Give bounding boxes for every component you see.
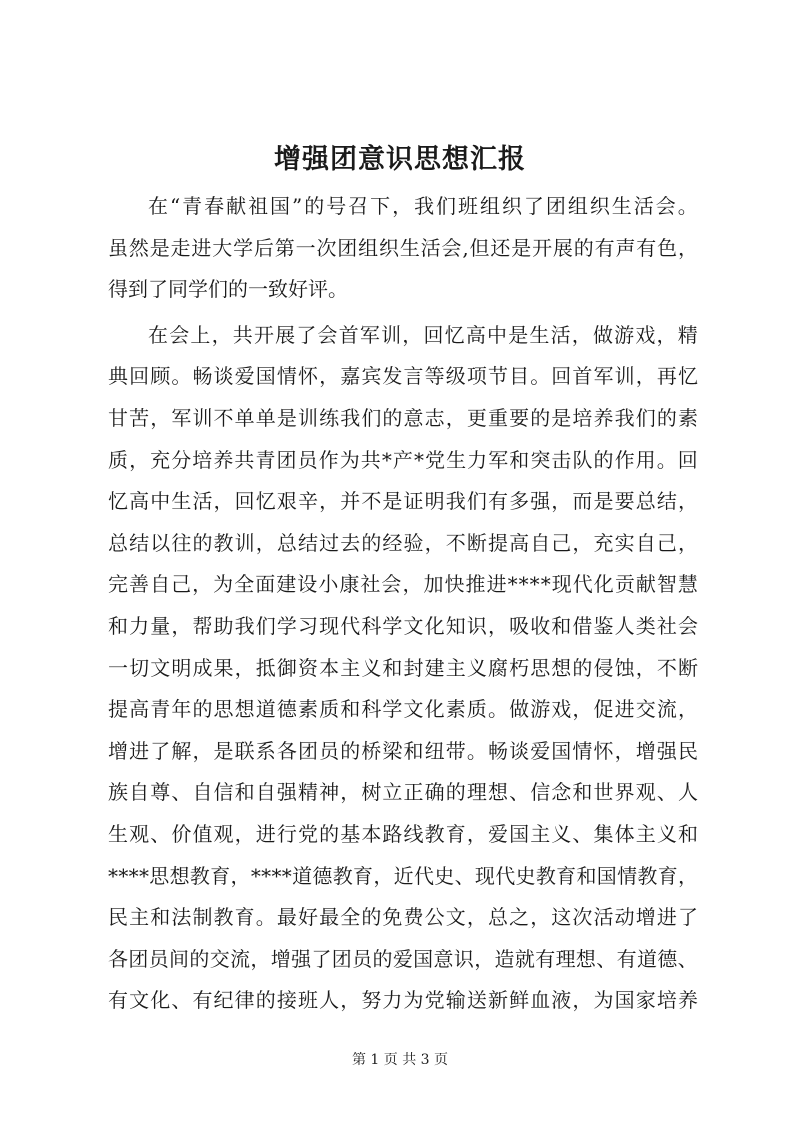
text-line: 民 主 和 法 制 教 育 。 最 好 最 全 的 免 费 公 文 ， 总 之 ， 这 次 活 动 增 进 了 [108, 905, 698, 930]
paragraph-1 [108, 186, 698, 311]
paragraph-2 [108, 315, 698, 1022]
text-line: 总 结 以 往 的 教 训 ， 总 结 过 去 的 经 验 ， 不 断 提 高 自 己 ， 充 实 自 己 ， [108, 530, 698, 555]
text-line: * * * * 思 想 教 育 ， * * * * 道 德 教 育 ， 近 代 史 、 现 代 史 教 育 和 国 情 教 育 ， [108, 863, 698, 888]
text-line: 增 进 了 解 ， 是 联 系 各 团 员 的 桥 梁 和 纽 带 。 畅 谈 爱 国 情 怀 ， 增 强 民 [108, 738, 698, 763]
text-line: 典 回 顾 。 畅 谈 爱 国 情 怀 ， 嘉 宾 发 言 等 级 项 节 目 。 回 首 军 训 ， 再 忆 [108, 364, 698, 389]
text-line: 和 力 量 ， 帮 助 我 们 学 习 现 代 科 学 文 化 知 识 ， 吸 收 和 借 鉴 人 类 社 会 [108, 613, 698, 638]
text-line: 各 团 员 间 的 交 流 ， 增 强 了 团 员 的 爱 国 意 识 ， 造 就 有 理 想 、 有 道 德 、 [108, 946, 698, 971]
text-line: 有 文 化 、 有 纪 律 的 接 班 人 ， 努 力 为 党 输 送 新 鲜 血 液 ， 为 国 家 培 养 [108, 988, 698, 1013]
text-line: 族 自 尊 、 自 信 和 自 强 精 神 ， 树 立 正 确 的 理 想 、 信 念 和 世 界 观 、 人 [108, 780, 698, 805]
text-line: 质 ， 充 分 培 养 共 青 团 员 作 为 共 * 产 * 党 生 力 军 和 突 击 队 的 作 用 。 回 [108, 447, 698, 472]
text-line: 完 善 自 己 ， 为 全 面 建 设 小 康 社 会 ， 加 快 推 进 * * * * 现 代 化 贡 献 智 慧 [108, 572, 698, 597]
text-line: 甘 苦 ， 军 训 不 单 单 是 训 练 我 们 的 意 志 ， 更 重 要 的 是 培 养 我 们 的 素 [108, 405, 698, 430]
text-line: 得到了同学们的一致好评。 [108, 277, 348, 302]
text-line: 在 会 上 ， 共 开 展 了 会 首 军 训 ， 回 忆 高 中 是 生 活 ， 做 游 戏 ， 精 [148, 322, 698, 347]
text-line: 忆 高 中 生 活 ， 回 忆 艰 辛 ， 并 不 是 证 明 我 们 有 多 强 ， 而 是 要 总 结 ， [108, 489, 698, 514]
page-footer: 第 1 页 共 3 页 [351, 1052, 449, 1068]
text-line: 提 高 青 年 的 思 想 道 德 素 质 和 科 学 文 化 素 质 。 做 游 戏 ， 促 进 交 流 ， [108, 697, 698, 722]
document-body [108, 186, 698, 1022]
text-line: 一 切 文 明 成 果 ， 抵 御 资 本 主 义 和 封 建 主 义 腐 朽 思 想 的 侵 蚀 ， 不 断 [108, 655, 698, 680]
text-line: 虽 然 是 走 进 大 学 后 第 一 次 团 组 织 生 活 会 , 但 还 是 开 展 的 有 声 有 色 ， [108, 235, 698, 260]
document-title: 增强团意识思想汇报 [274, 144, 526, 175]
text-line: 在 “ 青 春 献 祖 国 ” 的 号 召 下 ， 我 们 班 组 织 了 团 组 织 生 活 会 。 [148, 194, 698, 218]
text-line: 生 观 、 价 值 观 ， 进 行 党 的 基 本 路 线 教 育 ， 爱 国 主 义 、 集 体 主 义 和 [108, 821, 698, 846]
